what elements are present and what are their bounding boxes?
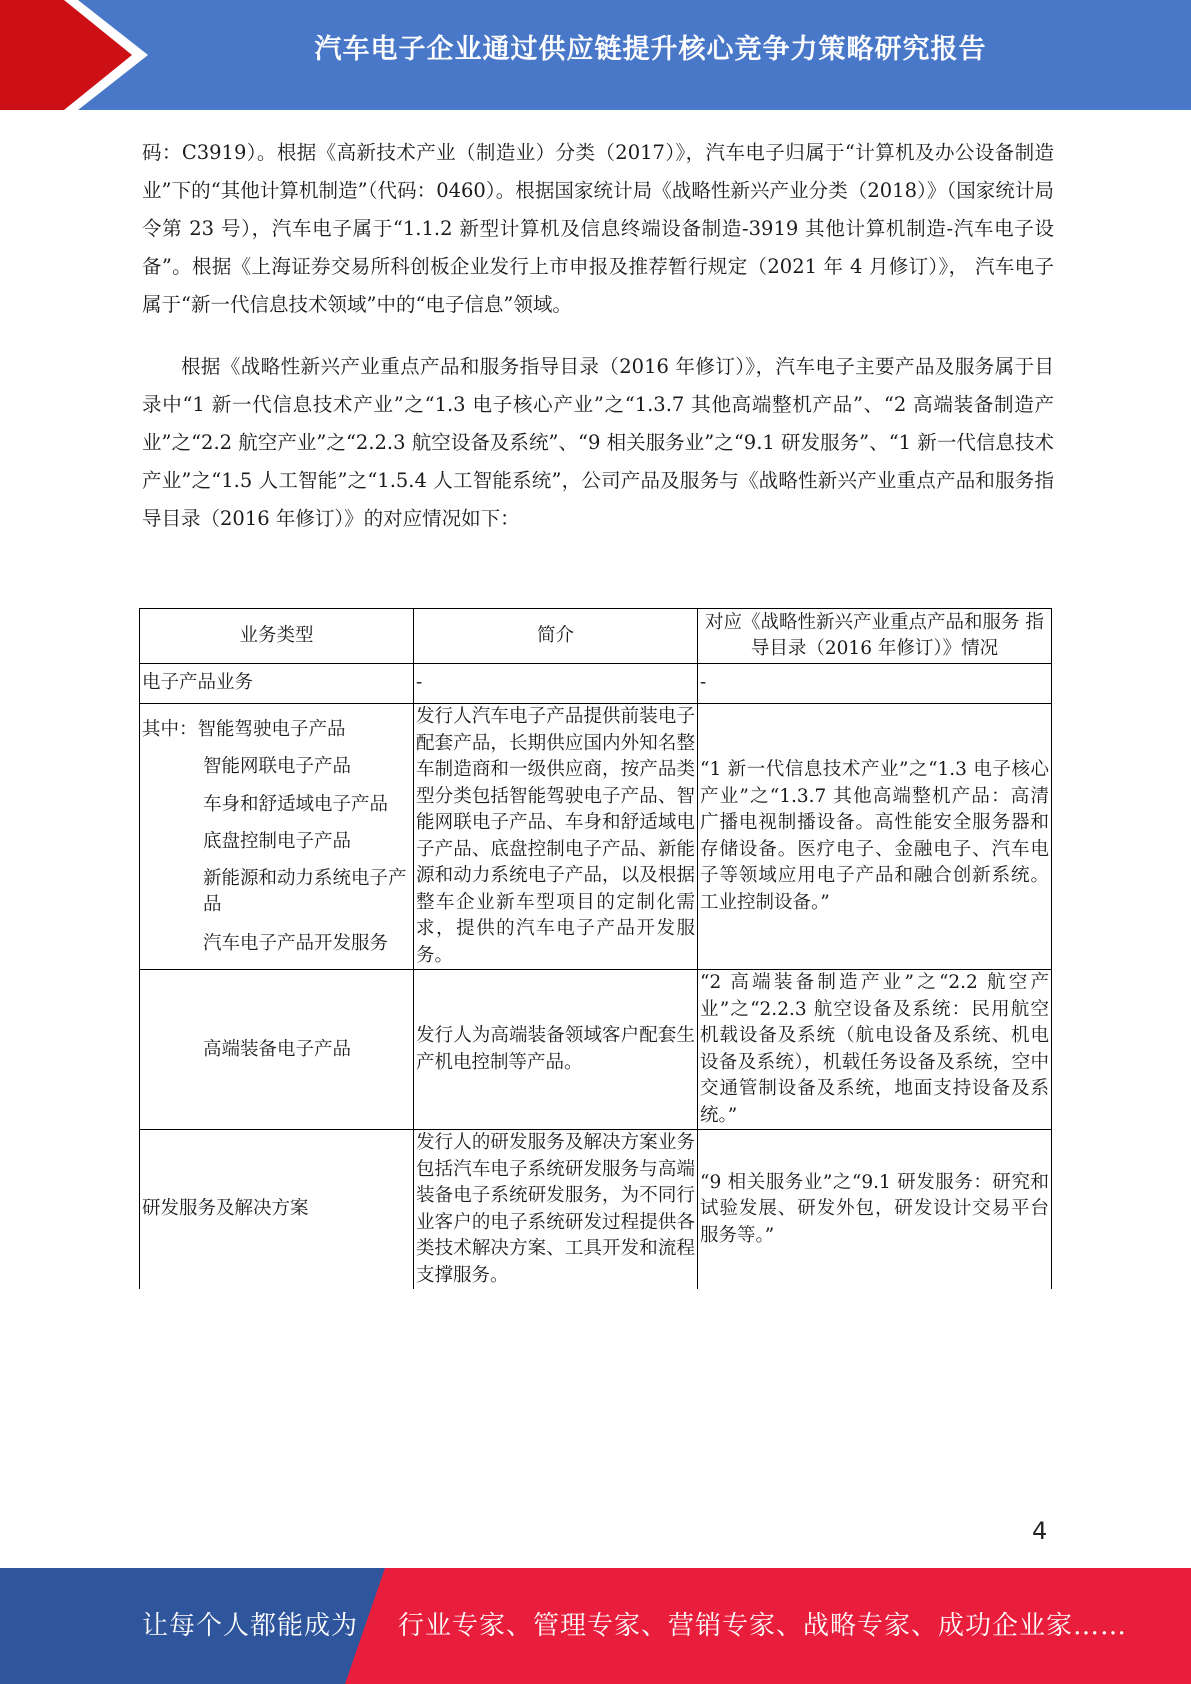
header-red-chevron-decoration [0, 0, 160, 110]
catalog-mapping-cell: “2 高端装备制造产业”之“2.2 航空产业”之“2.2.3 航空设备及系统：民用航空机载设备及系统（航电设备及系统、机电设备及系统），机载任务设备及系统，空中交通管制设备及系统，地面支持设备及系统。” [698, 970, 1052, 1130]
business-type-cell [140, 704, 414, 970]
table-row [140, 704, 1052, 970]
page-number: 4 [1032, 1517, 1048, 1545]
business-subtype: 智能网联电子产品 [203, 756, 352, 778]
table-row [140, 664, 1052, 704]
table-row [140, 1130, 1052, 1290]
table-row [140, 970, 1052, 1130]
column-header-catalog-mapping: 对应《战略性新兴产业重点产品和服务 指导目录（2016 年修订）》情况 [698, 609, 1052, 664]
column-header-introduction: 简介 [414, 609, 698, 664]
footer-slogan-left: 让每个人都能成为 [142, 1611, 359, 1641]
body-paragraph-2: 根据《战略性新兴产业重点产品和服务指导目录（2016 年修订）》，汽车电子主要产品及服务属于目录中“1 新一代信息技术产业”之“1.3 电子核心产业”之“1.3.7 其他高端整机产品”、“2 高端装备制造产业”之“2.2 航空产业”之“2.2.3 航空设备及系统”、“9 相关服务业”之“9.1 研发服务”、“1 新一代信息技术产业”之“1.5 人工智能”之“1.5.4 人工智能系统”，公司产品及服务与《战略性新兴产业重点产品和服务指导目录（2016 年修订）》的对应情况如下： [142, 355, 1054, 530]
introduction-cell: - [414, 664, 698, 704]
body-paragraph-1: 码：C3919）。根据《高新技术产业（制造业）分类（2017）》，汽车电子归属于“计算机及办公设备制造业”下的“其他计算机制造”（代码：0460）。根据国家统计局《战略性新兴产业分类（2018）》（国家统计局令第 23 号），汽车电子属于“1.1.2 新型计算机及信息终端设备制造-3919 其他计算机制造-汽车电子设备”。根据《上海证券交易所科创板企业发行上市申报及推荐暂行规定（2021 年 4 月修订）》， 汽车电子属于“新一代信息技术领域”中的“电子信息”领域。 [142, 141, 1054, 316]
page-footer [0, 1568, 1191, 1684]
business-type-cell: 电子产品业务 [140, 664, 414, 704]
industry-classification-table [139, 608, 1052, 1289]
introduction-cell: 发行人为高端装备领域客户配套生产机电控制等产品。 [414, 970, 698, 1130]
introduction-cell: 发行人的研发服务及解决方案业务包括汽车电子系统研发服务与高端装备电子系统研发服务，为不同行业客户的电子系统研发过程提供各类技术解决方案、工具开发和流程支撑服务。 [414, 1130, 698, 1290]
business-type-cell [140, 970, 414, 1130]
business-subtype: 高端装备电子产品 [203, 1038, 352, 1060]
body-content [142, 134, 1054, 538]
introduction-cell: 发行人汽车电子产品提供前装电子配套产品，长期供应国内外知名整车制造商和一级供应商，按产品类型分类包括智能驾驶电子产品、智能网联电子产品、车身和舒适域电子产品、底盘控制电子产品、新能源和动力系统电子产品，以及根据整车企业新车型项目的定制化需求，提供的汽车电子产品开发服务。 [414, 704, 698, 970]
table-header-row [140, 609, 1052, 664]
document-title: 汽车电子企业通过供应链提升核心竞争力策略研究报告 [314, 34, 987, 65]
catalog-mapping-cell: - [698, 664, 1052, 704]
business-subtype: 其中：智能驾驶电子产品 [142, 718, 346, 740]
business-subtype: 底盘控制电子产品 [203, 831, 352, 853]
business-subtype: 汽车电子产品开发服务 [203, 932, 389, 954]
footer-slogan-right: 行业专家、管理专家、营销专家、战略专家、成功企业家…… [398, 1611, 1128, 1641]
column-header-business-type: 业务类型 [140, 609, 414, 664]
catalog-mapping-cell: “1 新一代信息技术产业”之“1.3 电子核心产业”之“1.3.7 其他高端整机产品：高清广播电视制播设备。高性能安全服务器和存储设备。医疗电子、金融电子、汽车电子等领域应用电子产品和融合创新系统。工业控制设备。” [698, 704, 1052, 970]
business-subtype: 新能源和动力系统电子产品 [203, 867, 407, 916]
business-subtype: 车身和舒适域电子产品 [203, 793, 389, 815]
business-type-cell: 研发服务及解决方案 [140, 1130, 414, 1290]
page-header [0, 0, 1191, 110]
catalog-mapping-cell: “9 相关服务业”之“9.1 研发服务：研究和试验发展、研发外包，研发设计交易平台服务等。” [698, 1130, 1052, 1290]
